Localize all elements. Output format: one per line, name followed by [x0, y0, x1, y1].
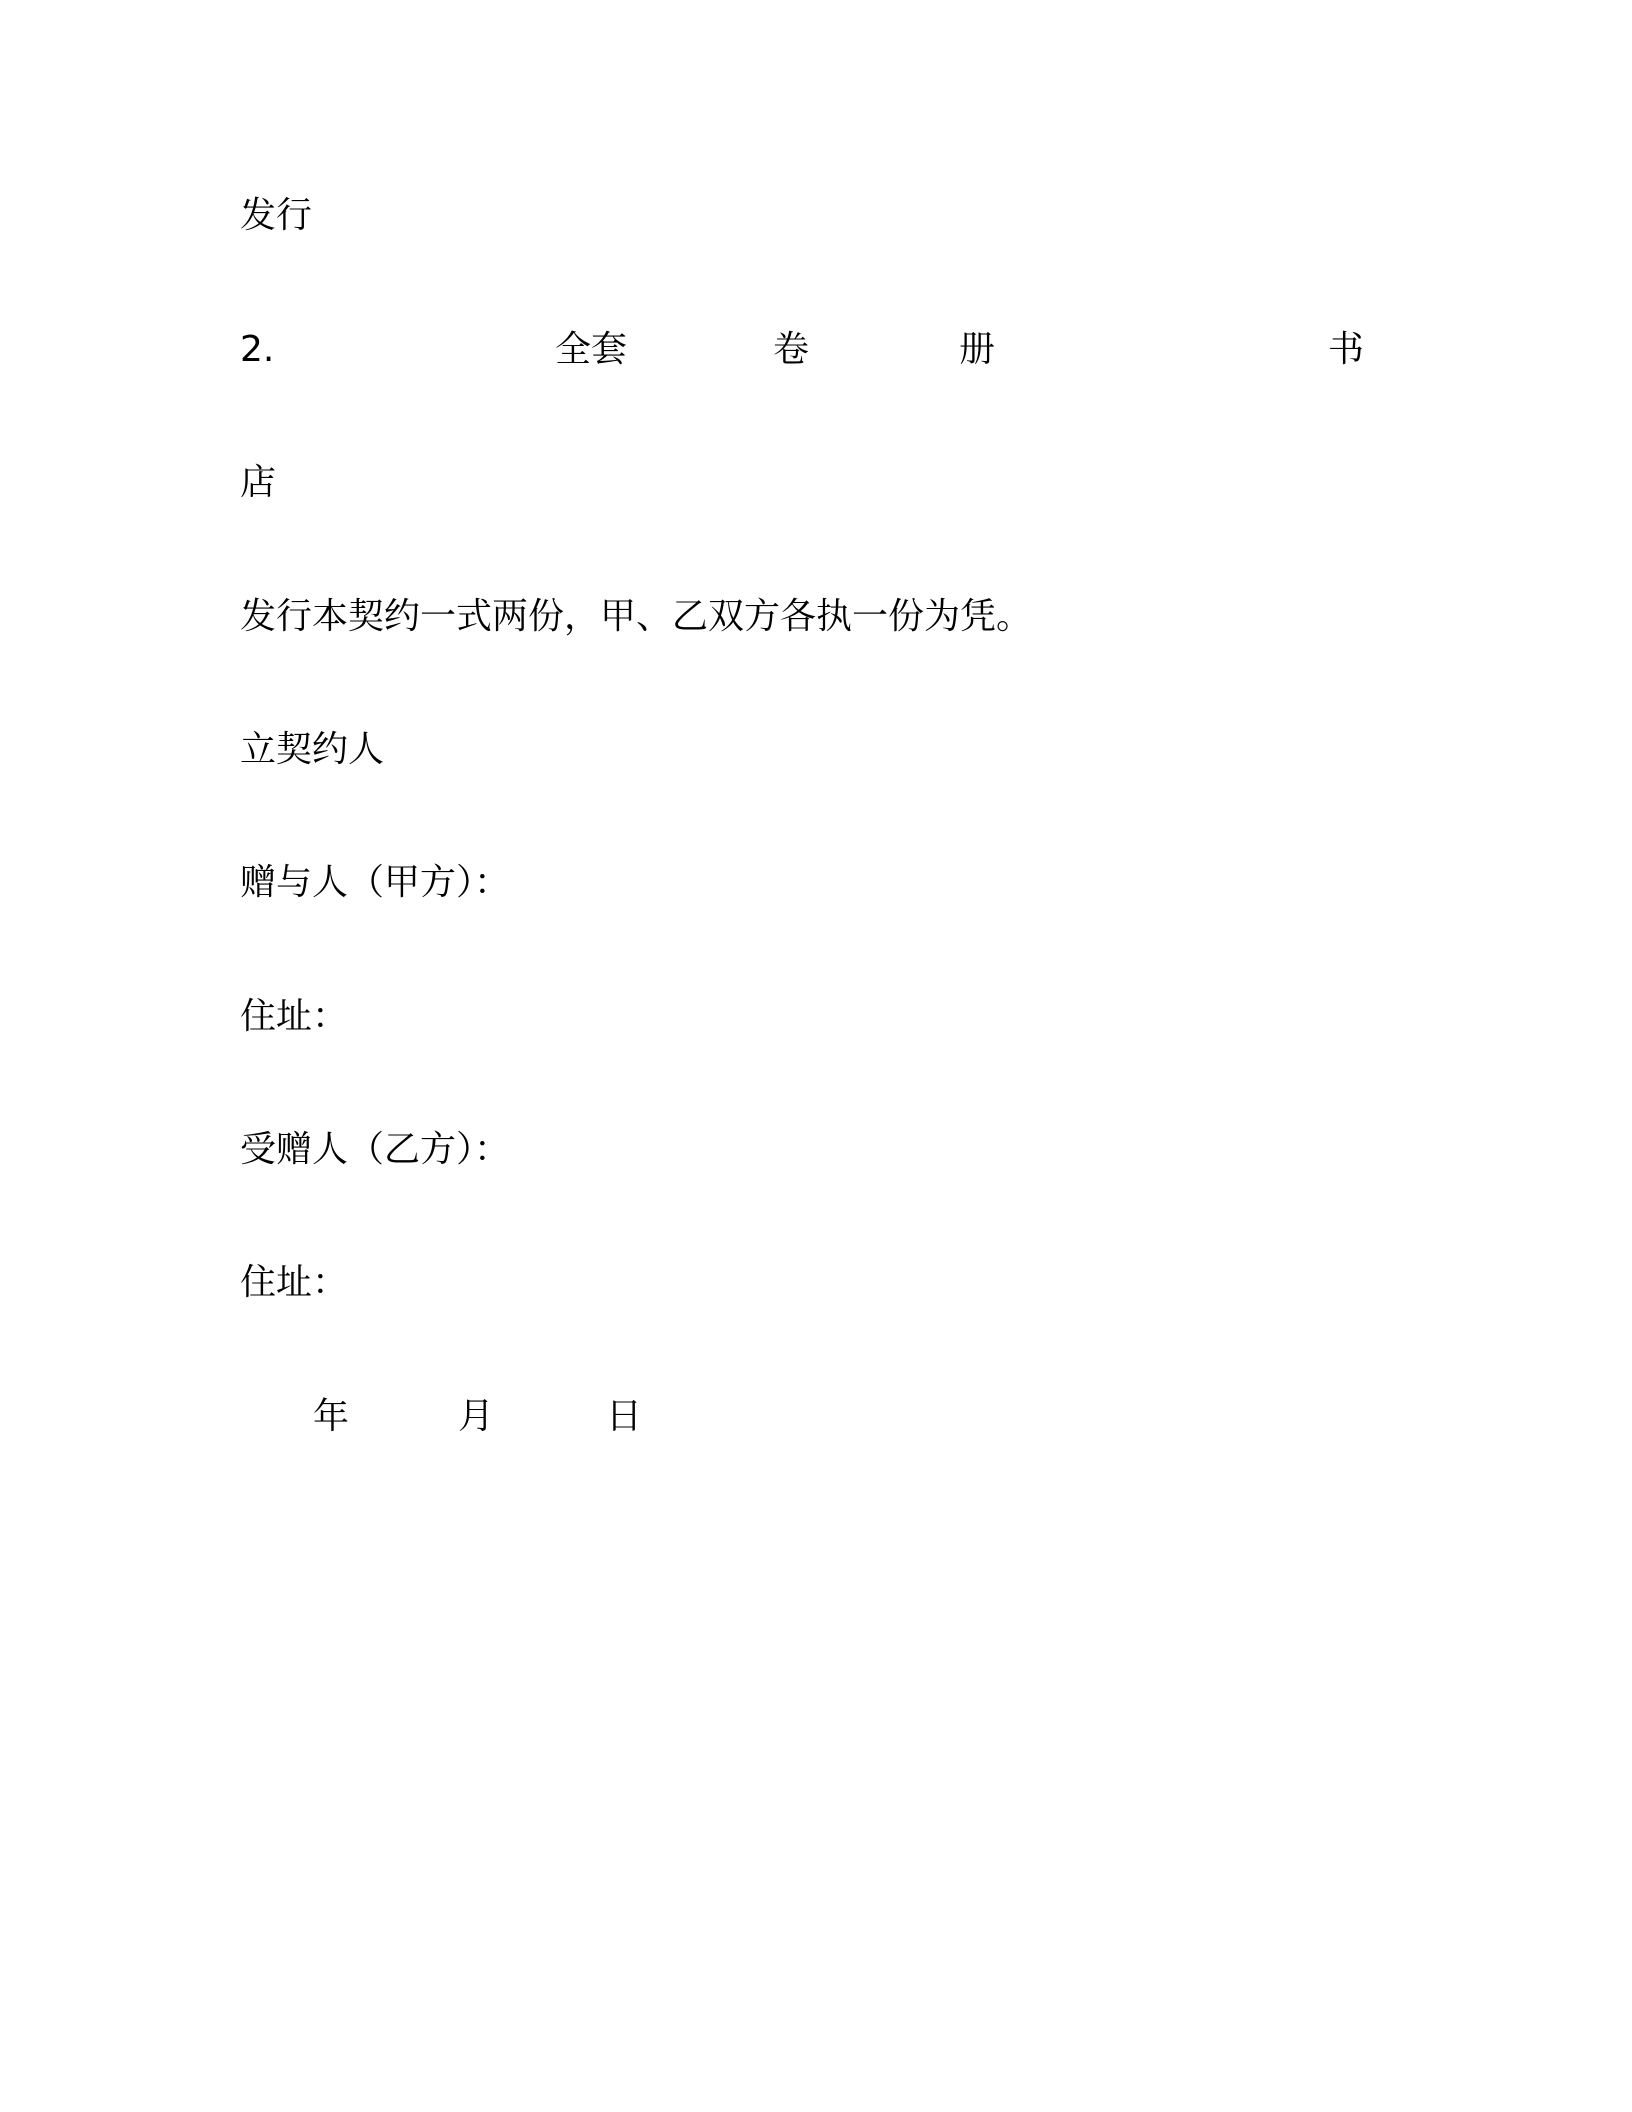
item-number: 2. [240, 329, 275, 370]
text-line-issue: 发行 [240, 195, 313, 236]
date-line [240, 1387, 740, 1447]
date-year: 年 [313, 1396, 350, 1437]
donor-address-label: 住址： [240, 996, 349, 1037]
contract-copies-statement: 发行本契约一式两份，甲、乙双方各执一份为凭。 [240, 596, 1033, 637]
contract-parties-heading: 立契约人 [240, 729, 385, 770]
date-day: 日 [606, 1396, 643, 1437]
donor-label: 赠与人（甲方）： [240, 862, 511, 903]
item-col-booklet: 册 [959, 329, 996, 370]
text-line-store: 店 [240, 462, 277, 503]
date-month: 月 [458, 1396, 495, 1437]
item-col-volume: 卷 [773, 329, 810, 370]
item-col-book: 书 [1328, 329, 1365, 370]
item-2-row [240, 320, 1400, 380]
item-col-full-set: 全套 [555, 329, 628, 370]
donee-address-label: 住址： [240, 1262, 349, 1303]
donee-label: 受赠人（乙方）： [240, 1129, 511, 1170]
